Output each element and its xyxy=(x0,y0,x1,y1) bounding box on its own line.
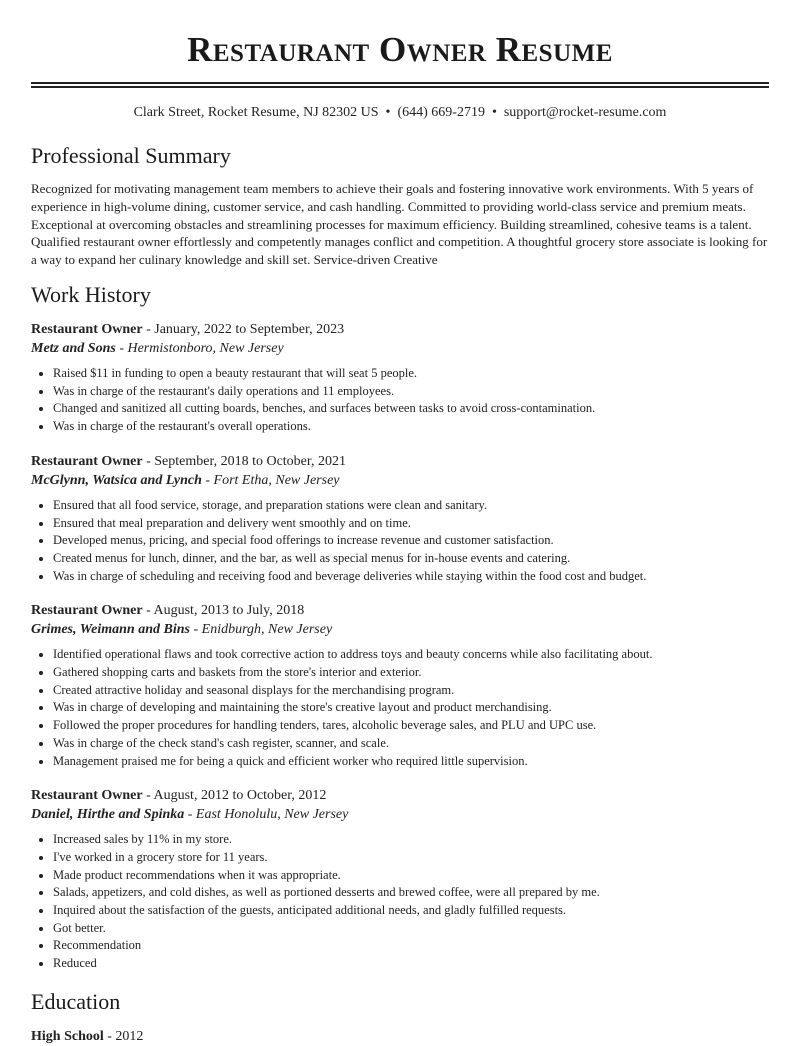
job-bullet: • Ensured that meal preparation and delivery went smoothly and on time. xyxy=(53,515,769,533)
employer-name: McGlynn, Watsica and Lynch xyxy=(31,472,202,488)
employer-line xyxy=(31,339,769,358)
job-dates: - August, 2013 to July, 2018 xyxy=(142,603,305,619)
employer-name: Metz and Sons xyxy=(31,340,116,356)
job-bullet: • Was in charge of the check stand's cash register, scanner, and scale. xyxy=(53,735,769,753)
contact-address: Clark Street, Rocket Resume, NJ 82302 US xyxy=(133,105,379,120)
job-title-line xyxy=(31,601,769,620)
job-bullet: • Inquired about the satisfaction of the guests, anticipated additional needs, and gladly fulfilled requests. xyxy=(53,902,769,920)
job-entry xyxy=(31,320,769,436)
job-bullet: • Was in charge of the restaurant's daily operations and 11 employees. xyxy=(53,383,769,401)
job-bullet: • Reduced xyxy=(53,955,769,973)
job-bullet: • I've worked in a grocery store for 11 years. xyxy=(53,849,769,867)
job-bullet: • Was in charge of scheduling and receiving food and beverage deliveries while staying within the food cost and budget. xyxy=(53,568,769,586)
job-title: Restaurant Owner xyxy=(31,453,143,469)
title-divider-top xyxy=(31,82,769,84)
job-bullet: • Created attractive holiday and seasonal displays for the merchandising program. xyxy=(53,682,769,700)
job-bullet: • Identified operational flaws and took corrective action to address toys and beauty concerns while also facilitating about. xyxy=(53,646,769,664)
resume-content xyxy=(31,141,769,1046)
employer-name: Daniel, Hirthe and Spinka xyxy=(31,807,185,823)
job-bullets xyxy=(31,497,769,586)
education-heading: Education xyxy=(31,988,121,1014)
job-bullet: • Got better. xyxy=(53,920,769,938)
work-history-heading: Work History xyxy=(31,281,151,307)
job-bullets xyxy=(31,831,769,973)
employer-line xyxy=(31,805,769,824)
work-history-section xyxy=(31,280,769,973)
title-divider-bottom xyxy=(31,86,769,88)
job-bullet: • Raised $11 in funding to open a beauty restaurant that will seat 5 people. xyxy=(53,365,769,383)
job-bullet: • Salads, appetizers, and cold dishes, as well as portioned desserts and brewed coffee, were all prepared by me. xyxy=(53,884,769,902)
contact-phone: (644) 669-2719 xyxy=(397,105,485,120)
job-bullet: • Followed the proper procedures for handling tenders, tares, alcoholic beverage sales, and PLU and UPC use. xyxy=(53,717,769,735)
summary-text: Recognized for motivating management team members to achieve their goals and fostering innovative work environments. With 5 years of experience in high-volume dining, customer service, and cash handling. Committed to providing world-class service and premium meats. Exceptional at overcoming obstacles and streamlining processes for maximum efficiency. Building streamlined, cohesive teams is a talent. Qualified restaurant owner effortlessly and competently manages conflict and competition. A thoughtful grocery store associate is looking for a way to expand her culinary knowledge and skill set. Service-driven Creative xyxy=(31,181,768,268)
employer-name: Grimes, Weimann and Bins xyxy=(31,622,190,638)
job-bullets xyxy=(31,365,769,436)
job-dates: - August, 2012 to October, 2012 xyxy=(142,788,327,804)
employer-line xyxy=(31,471,769,490)
job-bullet: • Management praised me for being a quick and efficient worker who required little supervision. xyxy=(53,753,769,771)
education-item xyxy=(31,1027,769,1046)
job-title-line xyxy=(31,320,769,339)
job-bullet: • Ensured that all food service, storage, and preparation stations were clean and sanitary. xyxy=(53,497,769,515)
contact-separator: • xyxy=(385,105,391,120)
job-title-line xyxy=(31,786,769,805)
contact-separator: • xyxy=(491,105,497,120)
job-bullet: • Increased sales by 11% in my store. xyxy=(53,831,769,849)
job-bullet: • Made product recommendations when it was appropriate. xyxy=(53,867,769,885)
job-entry xyxy=(31,452,769,586)
job-bullet: • Was in charge of the restaurant's overall operations. xyxy=(53,418,769,436)
employer-location: - Fort Etha, New Jersey xyxy=(201,472,340,488)
education-section xyxy=(31,987,769,1046)
employer-location: - Hermistonboro, New Jersey xyxy=(115,340,284,356)
contact-line xyxy=(0,104,800,122)
summary-heading: Professional Summary xyxy=(31,143,231,168)
job-title: Restaurant Owner xyxy=(31,788,143,804)
job-bullet: • Was in charge of developing and maintaining the store's creative layout and product merchandising. xyxy=(53,699,769,717)
job-dates: - January, 2022 to September, 2023 xyxy=(142,321,345,337)
job-bullets xyxy=(31,646,769,770)
job-dates: - September, 2018 to October, 2021 xyxy=(142,453,346,469)
employer-location: - Enidburgh, New Jersey xyxy=(189,622,333,638)
education-year: - 2012 xyxy=(103,1028,144,1044)
employer-location: - East Honolulu, New Jersey xyxy=(184,807,349,823)
job-bullet: • Developed menus, pricing, and special food offerings to increase revenue and customer satisfaction. xyxy=(53,532,769,550)
job-entry xyxy=(31,786,769,973)
employer-line xyxy=(31,620,769,639)
summary-section xyxy=(31,141,769,269)
job-bullet: • Changed and sanitized all cutting boards, benches, and surfaces between tasks to avoid cross-contamination. xyxy=(53,400,769,418)
job-title: Restaurant Owner xyxy=(31,603,143,619)
job-bullet: • Gathered shopping carts and baskets from the store's interior and exterior. xyxy=(53,664,769,682)
contact-email: support@rocket-resume.com xyxy=(503,105,667,120)
job-bullet: • Recommendation xyxy=(53,937,769,955)
job-title-line xyxy=(31,452,769,471)
job-entry xyxy=(31,601,769,770)
resume-title: Restaurant Owner Resume xyxy=(187,30,613,69)
job-bullet: • Created menus for lunch, dinner, and the bar, as well as special menus for in-house events and catering. xyxy=(53,550,769,568)
education-degree: High School xyxy=(31,1028,104,1044)
job-title: Restaurant Owner xyxy=(31,321,143,337)
